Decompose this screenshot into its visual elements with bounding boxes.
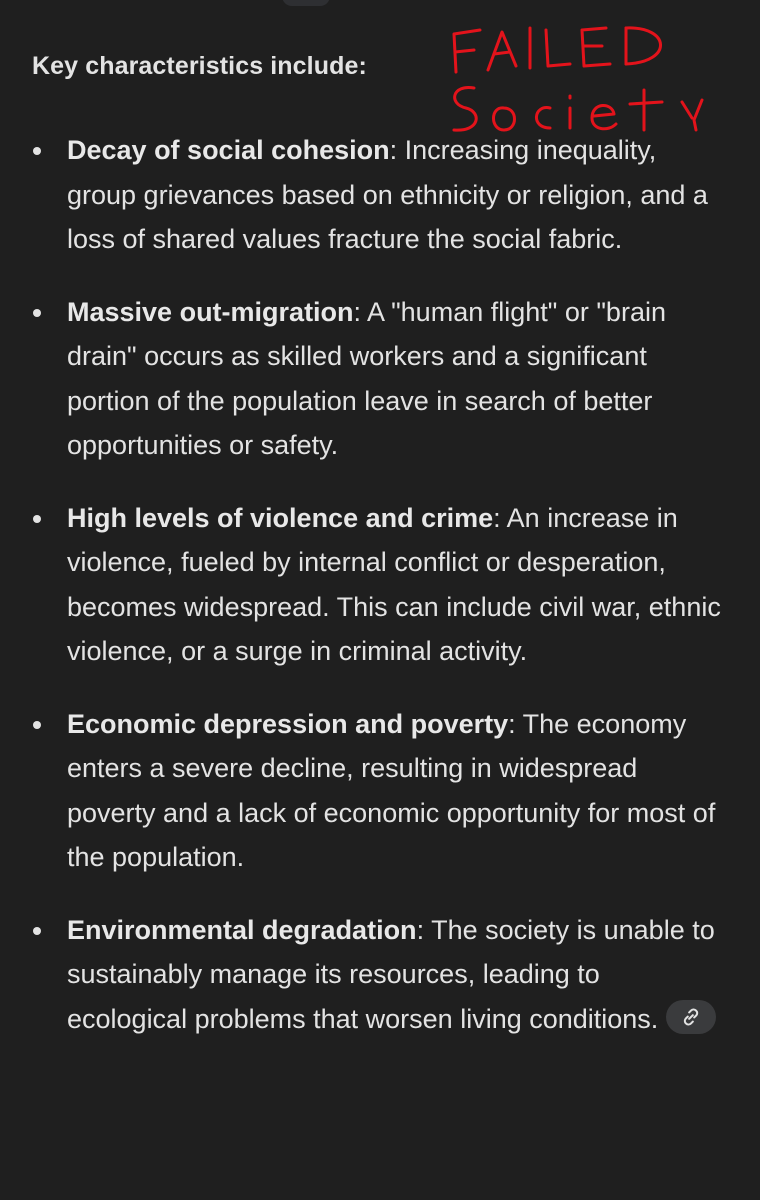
bullet-icon (33, 721, 41, 729)
handwritten-annotation (430, 8, 730, 138)
item-text: : A "human flight" or "brain drain" occurs as skilled workers and a significant portion of the population leave in search of better opportunities or safety. (67, 296, 666, 460)
annotation-drawing (430, 8, 730, 138)
section-heading: Key characteristics include: (32, 52, 367, 80)
list-item (0, 496, 760, 674)
item-term: High levels of violence and crime (67, 502, 494, 533)
item-text: : An increase in violence, fueled by internal conflict or desperation, becomes widespread. This can include civil war, ethnic violence, or a surge in criminal activity. (67, 502, 721, 666)
item-term: Massive out-migration (67, 296, 354, 327)
item-term: Decay of social cohesion (67, 135, 390, 165)
item-term: Economic depression and poverty (67, 708, 509, 739)
item-text: : The economy enters a severe decline, resulting in widespread poverty and a lack of economic opportunity for most of the population. (67, 708, 716, 872)
list-item (0, 128, 760, 262)
top-handle (282, 0, 330, 6)
characteristics-list (0, 128, 760, 1069)
source-link-button[interactable] (666, 1000, 716, 1034)
bullet-icon (33, 147, 41, 155)
item-term: Environmental degradation (67, 914, 417, 945)
item-text: : The society is unable to sustainably manage its resources, leading to ecological problems that worsen living conditions. (67, 914, 715, 1034)
list-item (0, 908, 760, 1042)
bullet-icon (33, 927, 41, 935)
item-text: : Increasing inequality, group grievances based on ethnicity or religion, and a loss of shared values fracture the social fabric. (67, 135, 708, 254)
bullet-icon (33, 309, 41, 317)
bullet-icon (33, 515, 41, 523)
list-item (0, 290, 760, 468)
list-item (0, 702, 760, 880)
link-icon (680, 1006, 702, 1028)
